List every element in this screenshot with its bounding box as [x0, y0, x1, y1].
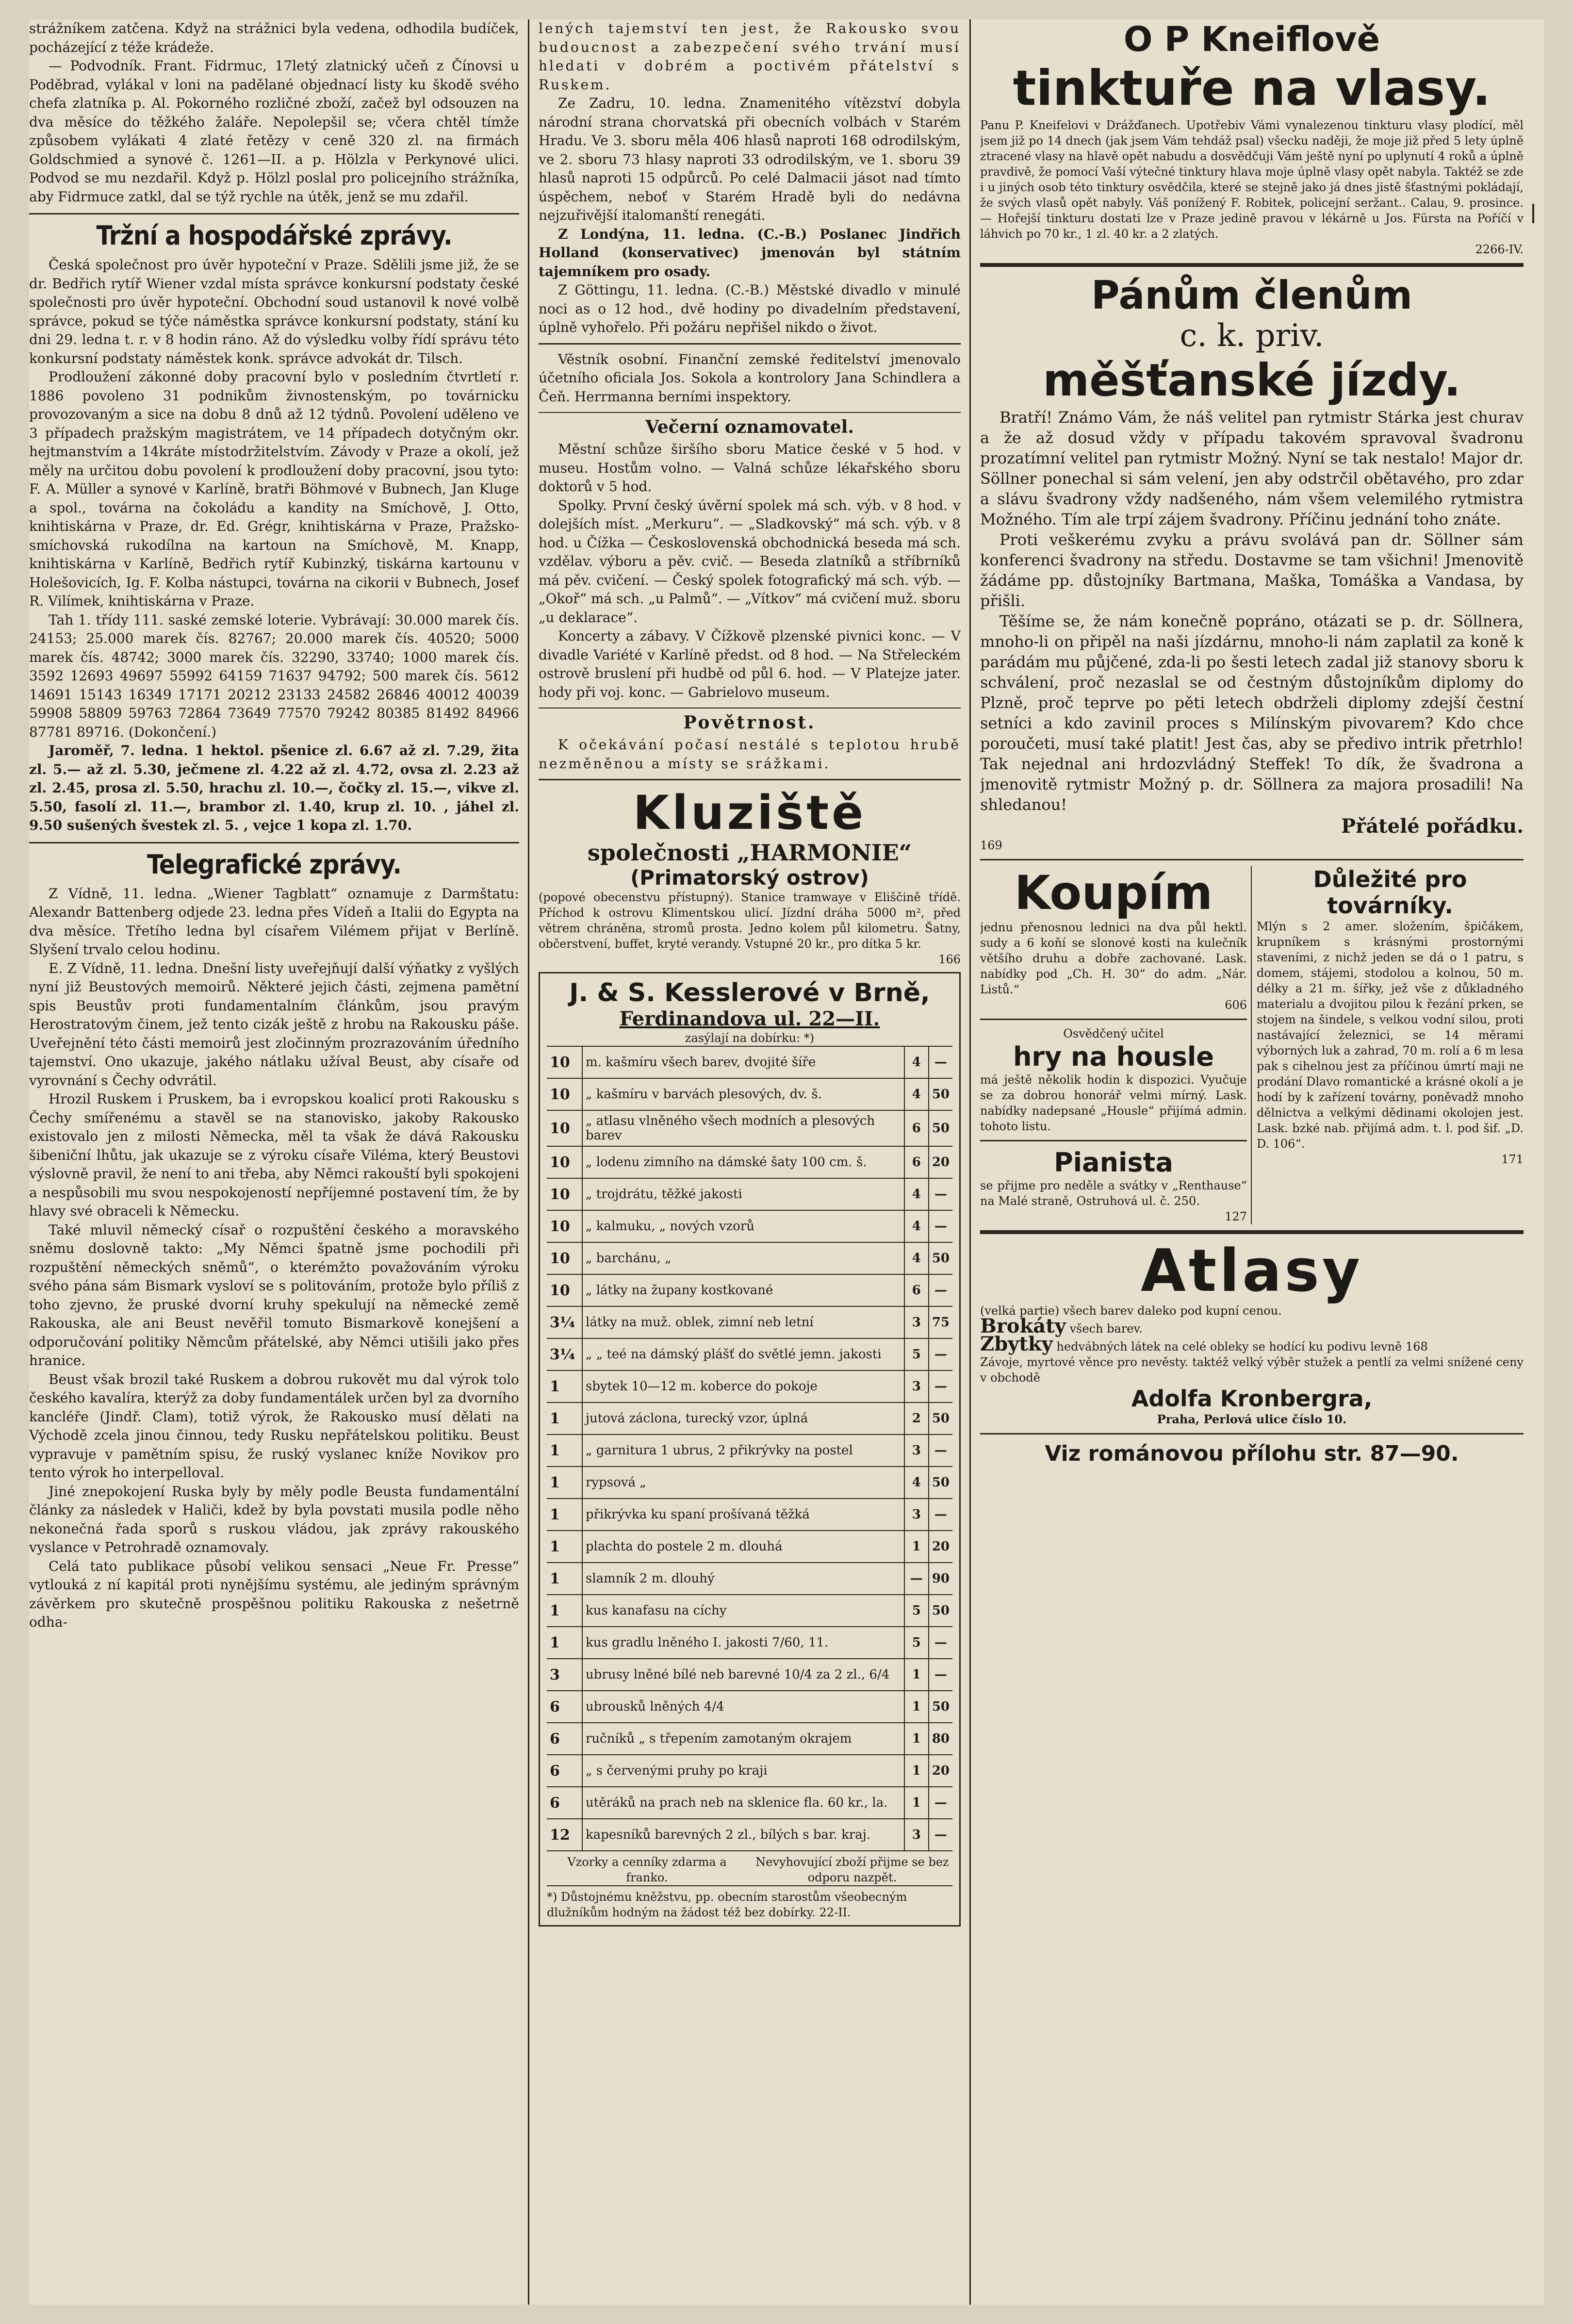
ad-notes — [547, 1850, 952, 1885]
price-cell-n: 6 — [547, 1787, 582, 1819]
price-cell-b: 20 — [929, 1146, 952, 1178]
ad-number: 169 — [980, 839, 1002, 852]
price-row — [547, 1110, 952, 1146]
ad-body: jednu přenosnou lednici na dva půl hektl. sudy a 6 koňí se slonové kosti na kulečník většího druhu a dobře zachované. Lask. nabídky pod „Ch. H. 30“ do adm. „Nár. Listů.“ — [980, 921, 1247, 996]
ad-right-stack — [1257, 866, 1524, 1224]
price-row — [547, 1146, 952, 1178]
price-cell-b: 50 — [929, 1110, 952, 1146]
price-row — [547, 1755, 952, 1787]
price-cell-item: utěráků na prach neb na sklenice fla. 60 kr., la. — [582, 1787, 904, 1819]
price-cell-b: 50 — [929, 1078, 952, 1110]
article-paragraph: Z Göttingu, 11. ledna. (C.-B.) Městské divadlo v minulé noci as o 12 hod., dvě hodiny po divadelním představení, úplně vyhořelo. Při požáru nepřišel nikdo o život. — [539, 282, 961, 335]
price-cell-item: ubrusy lněné bílé neb barevné 10/4 za 2 zl., 6/4 — [582, 1659, 904, 1691]
price-table — [547, 1046, 952, 1850]
price-cell-item: m. kašmíru všech barev, dvojité šíře — [582, 1046, 904, 1078]
price-row — [547, 1787, 952, 1819]
ad-left-stack — [980, 866, 1252, 1224]
article-paragraph: Hrozil Ruskem i Pruskem, ba i evropskou koalicí proti Rakousku s Čechy smířenému a stavěl se na stanovisko, jakoby Rakousko existovalo jen z milosti Německa, měl ta však že dává Rakousku šibeniční lhůtu, jak ukazuje se z výroku císaře Viléma, který Beustovi výslovně pravil, že není to ani třeba, aby Němci rakouští byli spokojeni a nespůsobili mu svou nespokojeností nepříjemné postavení tím, že by hlavy své obraceli k Německu. — [29, 1091, 519, 1219]
article-paragraph: Z Vídně, 11. ledna. „Wiener Tagblatt“ oznamuje z Darmštatu: Alexandr Battenberg odjede 23. ledna přes Vídeň a Italii do Egypta na dva měsíce. Třetího ledna byl císařem Vilémem přijat v Berlíně. Slyšení trvalo celou hodinu. — [29, 885, 519, 957]
ad-number: 606 — [1225, 998, 1247, 1012]
price-cell-a: 1 — [904, 1691, 929, 1723]
section-heading-weather: Povětrnost. — [539, 708, 961, 733]
price-cell-b: — — [929, 1434, 952, 1467]
price-cell-b: 20 — [929, 1531, 952, 1563]
price-cell-a: 1 — [904, 1723, 929, 1755]
price-cell-item: plachta do postele 2 m. dlouhá — [582, 1531, 904, 1563]
price-cell-item: „ látky na župany kostkované — [582, 1274, 904, 1306]
ad-title: Atlasy — [1141, 1237, 1363, 1305]
price-cell-n: 1 — [547, 1563, 582, 1595]
ad-number: 127 — [1225, 1210, 1247, 1223]
ad-title: O P Kneiflově — [1123, 19, 1380, 59]
price-cell-n: 6 — [547, 1723, 582, 1755]
newspaper-page — [29, 19, 1544, 2305]
price-cell-b: 50 — [929, 1402, 952, 1434]
ad-body: Proti veškerému zvyku a právu svolává pan dr. Söllner sám konferenci švadrony na středu. Dostavme se tam všichni! Jmenovitě žádáme pp. důstojníky Bartmana, Maška, Tomáška a Vandasa, by přišli. — [980, 530, 1524, 610]
ad-text: všech barev. — [1069, 1322, 1143, 1335]
price-row — [547, 1242, 952, 1274]
price-cell-item: jutová záclona, turecký vzor, úplná — [582, 1402, 904, 1434]
price-cell-a: 4 — [904, 1078, 929, 1110]
price-cell-a: 2 — [904, 1402, 929, 1434]
ad-title: J. & S. Kesslerové v Brně, — [569, 978, 930, 1007]
price-cell-n: 1 — [547, 1627, 582, 1659]
ad-title: Důležité pro továrníky. — [1313, 866, 1467, 919]
weather-forecast: K očekávání počasí nestálé s teplotou hrubě nezměněnou a místy se srážkami. — [539, 737, 961, 772]
note-left: Vzorky a cenníky zdarma a franko. — [567, 1855, 727, 1884]
price-cell-item: „ „ teé na dámský plášť do světlé jemn. jakosti — [582, 1338, 904, 1370]
ad-subtitle: společnosti „HARMONIE“ — [587, 840, 912, 866]
article-paragraph: Prodloužení zákonné doby pracovní bylo v posledním čtvrtletí r. 1886 povoleno 31 podnikům živnostenským, po továrnicku provozovaným a sice na dobu 8 dnů až 12 týdnů. Povolení uděleno ve 3 případech pražským magistrátem, ve 14 případech dotyčným okr. hejtmanstvím a 14kráte místodržitelstvím. Závody v Praze a okolí, jež měly na určitou dobu povolení k prodloužení doby pracovní, jsou tyto: F. A. Müller a synové v Karlíně, bratři Böhmové v Bubnech, Jan Kluge a spol., továrna na čokoládu a kandity na Smíchově, J. Otto, knihtiskárna v Praze, dr. Ed. Grégr, knihtiskárna v Praze, Pražsko-smíchovská rukodílna na kartoun na Smíchově, M. Knapp, knihtiskárna v Karlíně, Bedřich rytíř Kubinzký, tiskárna kartounu v Holešovicích, Ig. F. Kolba nástupci, továrna na cikorii v Bubnech, Josef R. Vilímek, knihtiskárna v Praze. — [29, 369, 519, 609]
price-cell-a: 4 — [904, 1242, 929, 1274]
article-paragraph: Ze Zadru, 10. ledna. Znamenitého vítězství dobyla národní strana chorvatská při obecních volbách v Starém Hradu. Ve 3. sboru měla 406 hlasů naproti 168 odrodilským, ve 2. sboru 73 hlasy naproti 33 odrodilským, ve 1. sboru 39 hlasů naproti 15 odpůrců. Po celé Dalmacii jásot nad tímto úspěchem, neboť v Starém Hradě byli do nedávna nejzuřivější italomanští renegáti. — [539, 95, 961, 223]
divider — [980, 1433, 1524, 1434]
ad-body: Panu P. Kneifelovi v Drážďanech. Upotřebiv Vámi vynalezenou tinkturu vlasy plodící, měl jsem již po 14 dnech (jak jsem Vám tehdáž psal) všecku naději, že moje již před 5 lety úplně ztracené vlasy na hlavě opět nabudu a dosvědčuji Vám ještě nyní po uplynutí 4 roků a úplně pravdivě, že pomocí Vaší výtečné tinktury hlava moje úplně vlasy opět nabyla. Taktéž se zde i u jiných osob této tinktury osvědčila, které se stejně jako já dnes jistě šťastnými pokládají, že svých vlasů opět nabyly. Váš ponížený F. Robitek, policejní seržant.. Calau, 9. prosince. — Hořejší tinkturu dostati lze v Praze jedině pravou v lékárně u Jos. Fürsta na Poříčí v láhvich po 70 kr., 1 zl. 40 kr. a 2 zlatých. — [980, 118, 1524, 241]
article-paragraph: Z Londýna, 11. ledna. (C.-B.) Poslanec Jindřich Holland (konservativec) jmenován byl státním tajemníkem pro osady. — [539, 226, 961, 280]
price-cell-b: 50 — [929, 1691, 952, 1723]
price-cell-n: 1 — [547, 1531, 582, 1563]
price-cell-item: „ garnitura 1 ubrus, 2 přikrývky na postel — [582, 1434, 904, 1467]
price-cell-n: 10 — [547, 1242, 582, 1274]
price-row — [547, 1178, 952, 1210]
article-paragraph: Městní schůze širšího sboru Matice české v 5 hod. v museu. Hostům volno. — Valná schůze lékařského sboru doktorů v 5 hod. — [539, 441, 961, 494]
column-right — [980, 19, 1524, 1466]
price-cell-b: 90 — [929, 1563, 952, 1595]
ad-body: Bratří! Známo Vám, že náš velitel pan rytmistr Stárka jest churav a že až dosud vždy v případu takovém spravoval švadronu prozatímní velitel pan rytmistr Možný. Nyní se tak nestalo! Major dr. Söllner ponechal si sám velení, jen aby odstrčil obětavého, pro zdar a slávu švadrony vždy nadšeného, nám všem velemilého rytmistra Možného. Tím ale trpí zájem švadrony. Příčinu jednání toho znáte. — [980, 408, 1524, 528]
price-cell-n: 1 — [547, 1402, 582, 1434]
divider — [980, 263, 1524, 267]
article-paragraph: lených tajemství ten jest, že Rakousko svou budoucnost a zabezpečení svého trvání musí hledati v dobrém a poctivém přátelství s Ruskem. — [539, 20, 961, 93]
price-cell-a: 5 — [904, 1627, 929, 1659]
price-cell-item: ubrousků lněných 4/4 — [582, 1691, 904, 1723]
ad-body — [980, 1333, 1524, 1355]
price-cell-item: kus gradlu lněného I. jakosti 7/60, 11. — [582, 1627, 904, 1659]
section-heading-evening: Večerní oznamovatel. — [539, 412, 961, 437]
ad-number: 2266-IV. — [1475, 243, 1524, 256]
divider — [980, 1019, 1247, 1020]
price-row — [547, 1499, 952, 1531]
price-cell-n: 1 — [547, 1467, 582, 1499]
ad-number: 166 — [938, 953, 961, 966]
price-cell-b: 50 — [929, 1467, 952, 1499]
article-paragraph: Beust však brozil také Ruskem a dobrou rukovět mu dal výrok tolo českého kavalíra, kterýž za doby fundamentálek určen byl za dvorního kancléře (Jindř. Clam), totiž výrok, že Rakousko musí dělati na Východě zcela jinou činnou, tedy Rusku nepřátelskou politiku. Beust vypravuje v pamětním spisu, že ruský vyslanec kníže Novikov pro tento výrok ho interpelloval. — [29, 1371, 519, 1481]
price-cell-n: 1 — [547, 1595, 582, 1627]
price-row — [547, 1627, 952, 1659]
price-cell-b: — — [929, 1627, 952, 1659]
price-cell-a: 5 — [904, 1338, 929, 1370]
price-cell-a: 4 — [904, 1046, 929, 1078]
price-cell-n: 6 — [547, 1755, 582, 1787]
article-paragraph: Spolky. První český úvěrní spolek má sch. výb. v 8 hod. v dolejších míst. „Merkuru“. — „Sladkovský“ má sch. výb. v 8 hod. u Čížka — Československá obchodnická beseda má sch. vzdělav. výboru a pěv. cvič. — Beseda zlatníků a stříbrníků má pěv. cvičení. — Český spolek fotografický má sch. výb. — „Okoř“ má sch. „u Palmů“. — „Vítkov“ má cvičení muž. sboru „u deklarace“. — [539, 497, 961, 626]
ad-title: Kluziště — [633, 786, 867, 840]
price-cell-item: „ kašmíru v barvách plesových, dv. š. — [582, 1078, 904, 1110]
price-cell-b: 50 — [929, 1242, 952, 1274]
price-cell-a: 5 — [904, 1595, 929, 1627]
price-cell-b: 75 — [929, 1306, 952, 1338]
ad-body: Těšíme se, že nám konečně popráno, otázati se p. dr. Söllnera, mnoho-li on připěl na naši jízdárnu, mnoho-li nám zaplatil za koně k parádám mu půjčené, zda-li po šesti letech zadal již stanovy sboru k schválení, proč nezaslal se od čestným důstojníkům diplomy do Plzně, proč teprve po pěti letech obdrželi diplomy zdejší čestní setníci a kdo zavinil proces s Milínským pivovarem? Kdo chce poroučeti, musí také platit! Jest čas, aby se předivo intrik přetrhlo! Tak nejednal ani hrdozvládný Steffek! To dík, že švadrona a jmenovitě rytmistr Možný p. dr. Söllnera za majora prosadili! Na shledanou! — [980, 612, 1524, 814]
price-cell-a: 3 — [904, 1434, 929, 1467]
price-cell-n: 3¼ — [547, 1338, 582, 1370]
price-cell-n: 10 — [547, 1274, 582, 1306]
ad-title: hry na housle — [1013, 1041, 1214, 1072]
ad-footnote: *) Důstojnému kněžstvu, pp. obecním starostům všeobecným dlužníkům hodným na žádost též bez dobírky. 22-II. — [547, 1885, 952, 1920]
price-cell-a: 4 — [904, 1178, 929, 1210]
ad-title: c. k. priv. — [1180, 318, 1324, 354]
price-cell-b: — — [929, 1046, 952, 1078]
price-cell-n: 3¼ — [547, 1306, 582, 1338]
ad-body: (velká partie) všech barev daleko pod kupní cenou. — [980, 1304, 1282, 1318]
article-paragraph: Také mluvil německý císař o rozpuštění českého a moravského sněmu doslovně takto: „My Němci špatně jsme pochodili při rozpuštění německých sněmů“, o kterémžto považováním výroku svého pána sám Bismark vysloví se s politováním, protože bylo příliš z toho zjevno, že pruské dvorní kruhy spekulují na německé země Rakouska, ale ani Beust nevěřil tomuto Bismarkově konejšení a odporučování politiky Němcům přátelské, aby Němci utišili jako přes hranice. — [29, 1221, 519, 1368]
price-cell-a: 4 — [904, 1467, 929, 1499]
ad-atlasy — [980, 1237, 1524, 1427]
price-cell-a: — — [904, 1563, 929, 1595]
price-row — [547, 1338, 952, 1370]
price-cell-item: látky na muž. oblek, zimní neb letní — [582, 1306, 904, 1338]
price-cell-n: 10 — [547, 1078, 582, 1110]
price-cell-b: — — [929, 1178, 952, 1210]
price-cell-item: „ trojdrátu, těžké jakosti — [582, 1178, 904, 1210]
ad-body: (popové obecenstvu přístupný). Stanice tramwaye v Eliščině třídě. Příchod k ostrovu Klimentskou ulicí. Jízdní dráha 5000 m², před větrem chráněna, stromů prosta. Jedno kolem půl kilometru. Šatny, občerstvení, buffet, kryté verandy. Vstupné 20 kr., pro dítka 5 kr. — [539, 890, 961, 951]
price-cell-a: 6 — [904, 1274, 929, 1306]
ad-text: hedvábných látek na celé obleky se hodící ku podivu levně — [1056, 1340, 1402, 1353]
divider — [980, 1140, 1247, 1141]
price-cell-b: 20 — [929, 1755, 952, 1787]
price-cell-b: — — [929, 1787, 952, 1819]
column-divider — [969, 19, 971, 2305]
price-cell-n: 10 — [547, 1178, 582, 1210]
ad-signature: Přátelé pořádku. — [1341, 815, 1524, 838]
article-paragraph: Tah 1. třídy 111. saské zemské loterie. Vybrávají: 30.000 marek čís. 24153; 25.000 marek čís. 82767; 20.000 marek čís. 40520; 5000 marek čís. 48742; 3000 marek čís. 32290, 33740; 1000 marek čís. 3592 12693 49697 55992 64159 71637 94792; 500 marek čís. 5612 14691 15143 16349 17171 20212 23133 24582 26846 40012 40039 59908 58809 59763 72864 73649 77570 79242 80385 81492 84966 87781 89716. (Dokončení.) — [29, 611, 519, 740]
ad-number: 168 — [1405, 1340, 1428, 1353]
price-cell-a: 1 — [904, 1755, 929, 1787]
ad-kneifl — [980, 19, 1524, 257]
price-cell-a: 6 — [904, 1146, 929, 1178]
ad-intro: zasýlají na dobírku: *) — [685, 1031, 815, 1045]
price-row — [547, 1402, 952, 1434]
ad-body: Závoje, myrtové věnce pro nevěsty. taktéž velký výběr stužek a pentlí za velmi snížené ceny v obchodě — [980, 1355, 1524, 1385]
price-cell-a: 1 — [904, 1787, 929, 1819]
personal-news: Věstník osobní. Finanční zemské ředitelství jmenovalo účetního oficiala Jos. Sokola a kontrolory Jana Schindlera a Čeň. Herrmanna berními inspektory. — [539, 351, 961, 405]
price-cell-b: — — [929, 1499, 952, 1531]
ad-title: Koupím — [1014, 866, 1213, 920]
column-middle — [539, 19, 961, 1931]
ad-number: 171 — [1501, 1153, 1524, 1166]
ad-address: Ferdinandova ul. 22—II. — [619, 1007, 880, 1030]
article-paragraph: E. Z Vídně, 11. ledna. Dnešní listy uveřejňují další výňatky z vyšlých nyní již Beustových memoirů. Některé jejich části, zejmena pamětní spis Beustův proti fundamentalním článkům, jsou pravým Herostratovým činem, jež tento cizák ještě z hrobu na Rakousku páše. Uveřejnění této části memoirů jest zločinným prozrazováním úředního tajemství. Ono ukazuje, jakého nátlaku užíval Beust, aby císaře od vyrovnání s Čechy odvrátil. — [29, 960, 519, 1088]
column-divider — [528, 19, 529, 2305]
price-cell-n: 1 — [547, 1434, 582, 1467]
price-row — [547, 1078, 952, 1110]
price-row — [547, 1531, 952, 1563]
price-row — [547, 1723, 952, 1755]
price-cell-b: — — [929, 1338, 952, 1370]
article-paragraph: Česká společnost pro úvěr hypoteční v Praze. Sdělili jsme již, že se dr. Bedřich rytíř Wiener vzdal místa správce konkursní podstaty české společnosti pro úvěr hypoteční. Obchodní soud ustanovil k nové volbě správce, pokud se týče náměstka správce konkursní podstaty, stání ku dni 29. ledna t. r. v 8 hodin ráno. Až do výsledku volby řídí správu této konkursní podstaty náměstek konk. správce advokát dr. Tilsch. — [29, 257, 519, 366]
ad-members — [980, 273, 1524, 853]
price-cell-n: 10 — [547, 1046, 582, 1078]
column-left — [29, 19, 519, 1632]
section-heading-market: Tržní a hospodářské zprávy. — [29, 213, 519, 251]
price-cell-n: 1 — [547, 1499, 582, 1531]
price-row — [547, 1370, 952, 1402]
article-paragraph: Koncerty a zábavy. V Čížkově plzenské pivnici konc. — V divadle Variété v Karlíně předst. od 8 hod. — Na Střeleckém ostrově bruslení při hudbě od půl 6. hod. — V Platejze jater. hody při voj. konc. — Gabrielovo museum. — [539, 628, 961, 700]
price-cell-a: 4 — [904, 1210, 929, 1242]
price-cell-item: „ barchánu, „ — [582, 1242, 904, 1274]
price-cell-item: ručníků „ s třepením zamotaným okrajem — [582, 1723, 904, 1755]
ad-pre: Osvědčený učitel — [1063, 1027, 1164, 1040]
price-row — [547, 1819, 952, 1850]
article-paragraph: Jiné znepokojení Ruska byly by měly podle Beusta fundamentální články za následek v Haliči, kdež by byla povstati musila podle něho nekonečná řada sporů s ruskou vládou, jak zprávy rakouského vyslance v Petrohradě oznamovaly. — [29, 1483, 519, 1555]
price-row — [547, 1210, 952, 1242]
price-cell-a: 3 — [904, 1370, 929, 1402]
ad-keyword: Zbytky — [980, 1333, 1053, 1355]
price-cell-item: sbytek 10—12 m. koberce do pokoje — [582, 1370, 904, 1402]
price-row — [547, 1659, 952, 1691]
price-cell-item: kus kanafasu na cíchy — [582, 1595, 904, 1627]
price-cell-item: rypsová „ — [582, 1467, 904, 1499]
price-cell-b: 50 — [929, 1595, 952, 1627]
ad-title: měšťanské jízdy. — [1043, 354, 1461, 406]
price-cell-n: 1 — [547, 1370, 582, 1402]
ad-title: Pianista — [1054, 1147, 1173, 1178]
price-row — [547, 1467, 952, 1499]
price-cell-a: 3 — [904, 1499, 929, 1531]
margin-mark — [1532, 204, 1534, 223]
price-cell-item: slamník 2 m. dlouhý — [582, 1563, 904, 1595]
ad-title: tinktuře na vlasy. — [1013, 60, 1491, 116]
price-row — [547, 1274, 952, 1306]
section-heading-telegraph: Telegrafické zprávy. — [29, 842, 519, 880]
divider — [539, 343, 961, 345]
divider — [539, 779, 961, 780]
price-cell-item: „ lodenu zimního na dámské šaty 100 cm. š. — [582, 1146, 904, 1178]
price-row — [547, 1563, 952, 1595]
price-row — [547, 1595, 952, 1627]
ad-address: Praha, Perlová ulice číslo 10. — [1157, 1412, 1347, 1426]
ad-body: má ještě několik hodin k dispozici. Vyučuje se za dobrou honorář velmi mírný. Lask. nabídky nadepsané „Housle“ přijímá admin. tohoto listu. — [980, 1073, 1247, 1133]
ad-body: Mlýn s 2 amer. složením, špičákem, krupníkem s krásnými prostornými staveními, z nichž jeden se dá o 1 patru, s domem, stájemi, stodolou a kolnou, 50 m. délky a 21 m. šířky, jež vše z důkladného materialu a dvojitou pilou k řezání prken, se stojem na šindele, s velkou vodní silou, proti nastávající železnici, se 14 měrami výborných luk a zahrad, 70 m. rolí a 6 m lesa pak s cihelnou jest za příčinou úmrtí maji ne prodání Dlavo romantické a krásné okolí a je hodí by k zařízení továrny, poněvadž mnoho dělnictva a velkými dědinami okolojen jest. Lask. bzké nab. přijímá adm. t. l. pod šif. „D. D. 106“. — [1257, 920, 1524, 1151]
price-row — [547, 1691, 952, 1723]
price-cell-a: 3 — [904, 1306, 929, 1338]
price-cell-n: 3 — [547, 1659, 582, 1691]
price-cell-a: 1 — [904, 1531, 929, 1563]
ad-kessler — [539, 972, 961, 1927]
price-cell-item: „ kalmuku, „ nových vzorů — [582, 1210, 904, 1242]
divider — [980, 1230, 1524, 1234]
price-cell-b: 80 — [929, 1723, 952, 1755]
price-cell-b: — — [929, 1819, 952, 1850]
price-cell-n: 10 — [547, 1110, 582, 1146]
price-cell-b: — — [929, 1370, 952, 1402]
divider — [980, 859, 1524, 860]
article-paragraph: — Podvodník. Frant. Fidrmuc, 17letý zlatnický učeň z Čínovsi u Poděbrad, vylákal v loni na padělané objednací listy ku škodě svého chefa zlatníka p. Al. Pokorného rozličné zboží, začež byl odsouzen na dva měsíce do těžkého žaláře. Nepolepšil se; včera chtěl tímže způsobem vylákati 4 zlaté řetězy v ceně 320 zl. na firmách Goldschmied a synové č. 1261—II. a p. Hölzla v Perkynové ulici. Podvod se mu nezdařil. Když p. Hölzl poslal pro policejního strážníka, aby Fidrmuce zatkl, dal se týž rychle na útěk, jenž se mu zdařil. — [29, 58, 519, 205]
article-paragraph: Celá tato publikace působí velikou sensaci „Neue Fr. Presse“ vytlouká z ní kapitál proti nynějšímu systému, ale jediným správným závěrkem pro skutečně prospěšnou politiku Rakouska z nešetrně odha- — [29, 1558, 519, 1630]
small-ads — [980, 866, 1524, 1224]
ad-shop: Adolfa Kronbergra, — [1131, 1385, 1373, 1412]
ad-kluziste — [539, 786, 961, 967]
ad-body — [980, 1315, 1524, 1337]
ad-body: se přijme pro neděle a svátky v „Renthause“ na Malé straně, Ostruhová ul. č. 250. — [980, 1179, 1247, 1208]
price-cell-item: přikrývka ku spaní prošívaná těžká — [582, 1499, 904, 1531]
price-cell-item: „ s červenými pruhy po kraji — [582, 1755, 904, 1787]
price-cell-n: 12 — [547, 1819, 582, 1850]
price-cell-n: 6 — [547, 1691, 582, 1723]
price-row — [547, 1434, 952, 1467]
price-cell-b: — — [929, 1210, 952, 1242]
price-cell-b: — — [929, 1659, 952, 1691]
price-cell-a: 6 — [904, 1110, 929, 1146]
ad-title: Pánům členům — [1091, 273, 1412, 318]
price-row — [547, 1046, 952, 1078]
price-cell-item: kapesníků barevných 2 zl., bílých s bar. kraj. — [582, 1819, 904, 1850]
price-row — [547, 1306, 952, 1338]
article-paragraph: Jaroměř, 7. ledna. 1 hektol. pšenice zl. 6.67 až zl. 7.29, žita zl. 5.— až zl. 5.30, ječmene zl. 4.22 až zl. 4.72, ovsa zl. 2.23 až zl. 2.45, prosa zl. 5.50, hrachu zl. 10.—, čočky zl. 15.—, vikve zl. 5.50, fasolí zl. 11.—, brambor zl. 1.40, krup zl. 10. , jáhel zl. 9.50 sušených švestek zl. 5. , vejce 1 kopa zl. 1.70. — [29, 742, 519, 833]
price-cell-n: 10 — [547, 1210, 582, 1242]
supplement-notice: Viz románovou přílohu str. 87—90. — [1045, 1441, 1459, 1466]
price-cell-a: 1 — [904, 1659, 929, 1691]
note-right: Nevyhovující zboží přijme se bez odporu nazpět. — [755, 1855, 949, 1884]
ad-keyword: Brokáty — [980, 1315, 1066, 1337]
ad-subtitle: (Primatorský ostrov) — [630, 866, 869, 890]
price-cell-n: 10 — [547, 1146, 582, 1178]
price-cell-a: 3 — [904, 1819, 929, 1850]
price-cell-item: „ atlasu vlněného všech modních a plesových barev — [582, 1110, 904, 1146]
price-cell-b: — — [929, 1274, 952, 1306]
article-paragraph: strážníkem zatčena. Když na strážnici byla vedena, odhodila budíček, pocházející z téže krádeže. — [29, 20, 519, 55]
